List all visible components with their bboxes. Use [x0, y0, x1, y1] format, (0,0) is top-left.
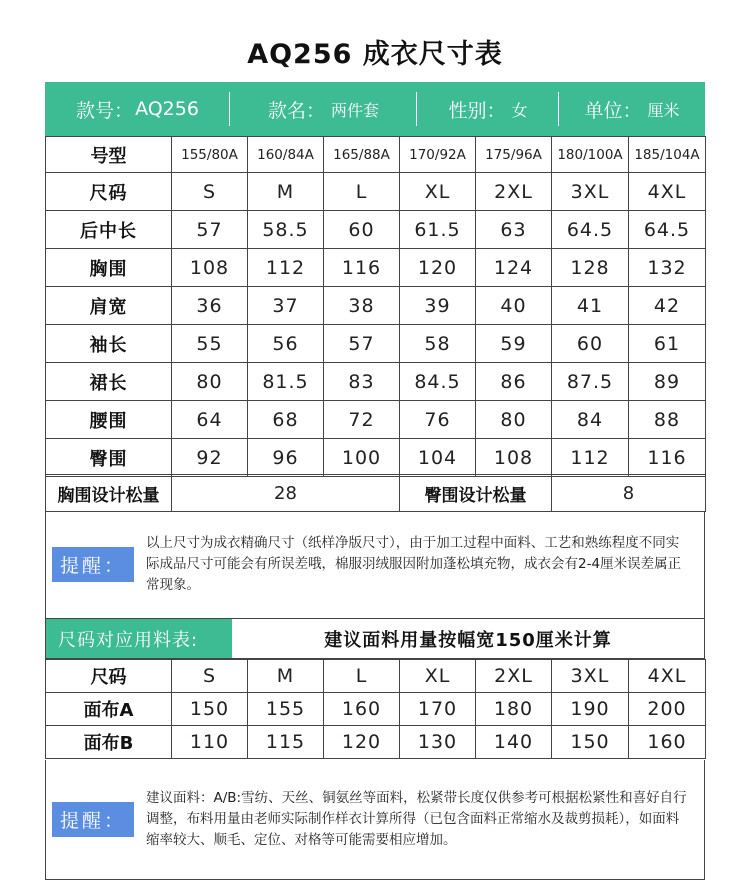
table-cell: 160 [324, 693, 400, 726]
table-cell: 59 [476, 325, 552, 363]
row-label: 号型 [46, 137, 172, 173]
table-cell: 58 [400, 325, 476, 363]
table-cell: 150 [172, 693, 248, 726]
page-title: AQ256 成衣尺寸表 [247, 39, 503, 70]
info-value: 女 [511, 100, 528, 120]
table-row [46, 363, 706, 401]
table-cell: 108 [476, 439, 552, 477]
row-label: 臀围 [46, 439, 172, 477]
table-cell: 104 [400, 439, 476, 477]
table-cell: 58.5 [248, 211, 324, 249]
row-label: 面布A [46, 693, 172, 726]
table-row [46, 137, 706, 173]
table-cell: 84.5 [400, 363, 476, 401]
row-label: 后中长 [46, 211, 172, 249]
reminder-box-2 [45, 760, 705, 880]
table-cell: 124 [476, 249, 552, 287]
reminder-badge: 提醒： [52, 802, 134, 837]
table-cell: 84 [552, 401, 629, 439]
table-cell: L [324, 173, 400, 211]
table-cell: 160 [629, 726, 706, 759]
table-cell: 80 [476, 401, 552, 439]
table-cell: 80 [172, 363, 248, 401]
table-cell: 2XL [476, 173, 552, 211]
hip-ease-label: 臀围设计松量 [400, 475, 552, 512]
table-cell: 112 [248, 249, 324, 287]
table-cell: 170/92A [400, 137, 476, 173]
table-cell: 116 [324, 249, 400, 287]
info-unit [559, 82, 705, 136]
table-cell: 64 [172, 401, 248, 439]
table-row [46, 693, 706, 726]
table-cell: M [248, 660, 324, 693]
table-cell: 115 [248, 726, 324, 759]
table-cell: 83 [324, 363, 400, 401]
table-cell: 170 [400, 693, 476, 726]
table-cell: 37 [248, 287, 324, 325]
info-header-bar [45, 82, 705, 136]
table-cell: XL [400, 660, 476, 693]
table-cell: 72 [324, 401, 400, 439]
table-cell: 61 [629, 325, 706, 363]
table-cell: 200 [629, 693, 706, 726]
row-label: 尺码 [46, 660, 172, 693]
row-label: 肩宽 [46, 287, 172, 325]
table-cell: 92 [172, 439, 248, 477]
table-cell: 175/96A [476, 137, 552, 173]
table-cell: M [248, 173, 324, 211]
info-gender [417, 82, 559, 136]
table-cell: 96 [248, 439, 324, 477]
table-cell: 160/84A [248, 137, 324, 173]
table-cell: 4XL [629, 173, 706, 211]
table-cell: 155 [248, 693, 324, 726]
info-key: 性别： [448, 99, 506, 122]
table-cell: 132 [629, 249, 706, 287]
table-cell: 120 [400, 249, 476, 287]
ease-table [45, 474, 706, 512]
table-cell: 81.5 [248, 363, 324, 401]
table-cell: 190 [552, 693, 629, 726]
table-cell: 185/104A [629, 137, 706, 173]
table-cell: 3XL [552, 173, 629, 211]
table-cell: 76 [400, 401, 476, 439]
table-row [46, 401, 706, 439]
table-cell: 89 [629, 363, 706, 401]
table-cell: 87.5 [552, 363, 629, 401]
hip-ease-value: 8 [552, 475, 706, 512]
row-label: 尺码 [46, 173, 172, 211]
table-cell: 3XL [552, 660, 629, 693]
table-cell: 38 [324, 287, 400, 325]
table-cell: 60 [552, 325, 629, 363]
table-cell: 110 [172, 726, 248, 759]
ease-row [46, 475, 706, 512]
table-cell: 120 [324, 726, 400, 759]
table-cell: 64.5 [552, 211, 629, 249]
reminder-box-1 [45, 511, 705, 619]
info-key: 款名： [267, 99, 325, 122]
info-style-name [230, 82, 417, 136]
table-cell: 63 [476, 211, 552, 249]
table-cell: XL [400, 173, 476, 211]
table-row [46, 325, 706, 363]
table-cell: 60 [324, 211, 400, 249]
reminder-badge: 提醒： [52, 547, 134, 582]
table-row [46, 439, 706, 477]
size-table [45, 136, 706, 477]
table-cell: 57 [172, 211, 248, 249]
table-cell: 130 [400, 726, 476, 759]
row-label: 腰围 [46, 401, 172, 439]
fabric-table [45, 659, 706, 759]
info-value: 两件套 [331, 100, 380, 120]
table-cell: 42 [629, 287, 706, 325]
info-key: 款号： [76, 99, 134, 122]
table-cell: S [172, 173, 248, 211]
table-cell: L [324, 660, 400, 693]
table-row [46, 660, 706, 693]
table-cell: 41 [552, 287, 629, 325]
table-cell: 68 [248, 401, 324, 439]
table-cell: S [172, 660, 248, 693]
table-cell: 180 [476, 693, 552, 726]
reminder-text: 建议面料：A/B:雪纺、天丝、铜氨丝等面料，松紧带长度仅供参考可根据松紧性和喜好自行调整，布料用量由老师实际制作样衣计算所得（已包含面料正常缩水及裁剪损耗），如面料缩率较大、顺毛、定位、对格等可能需要相应增加。 [146, 790, 687, 848]
row-label: 胸围 [46, 249, 172, 287]
table-row [46, 173, 706, 211]
table-cell: 116 [629, 439, 706, 477]
table-cell: 112 [552, 439, 629, 477]
fabric-section-subtitle: 建议面料用量按幅宽150厘米计算 [324, 629, 612, 651]
table-cell: 100 [324, 439, 400, 477]
table-cell: 36 [172, 287, 248, 325]
table-cell: 39 [400, 287, 476, 325]
table-cell: 180/100A [552, 137, 629, 173]
info-value: 厘米 [647, 100, 680, 120]
table-cell: 2XL [476, 660, 552, 693]
chest-ease-label: 胸围设计松量 [46, 475, 172, 512]
table-cell: 128 [552, 249, 629, 287]
table-cell: 55 [172, 325, 248, 363]
table-row [46, 287, 706, 325]
row-label: 袖长 [46, 325, 172, 363]
table-cell: 155/80A [172, 137, 248, 173]
table-cell: 4XL [629, 660, 706, 693]
info-key: 单位： [584, 99, 642, 122]
table-row [46, 211, 706, 249]
info-style-number [45, 82, 230, 136]
table-row [46, 726, 706, 759]
reminder-text: 以上尺寸为成衣精确尺寸（纸样净版尺寸），由于加工过程中面料、工艺和熟练程度不同实际成品尺寸可能会有所误差哦，棉服羽绒服因附加蓬松填充物，成衣会有2-4厘米误差属正常现象。 [146, 535, 682, 593]
table-cell: 56 [248, 325, 324, 363]
chest-ease-value: 28 [172, 475, 400, 512]
table-cell: 150 [552, 726, 629, 759]
info-value: AQ256 [135, 98, 199, 120]
table-row [46, 249, 706, 287]
table-cell: 88 [629, 401, 706, 439]
table-cell: 40 [476, 287, 552, 325]
table-cell: 165/88A [324, 137, 400, 173]
table-cell: 86 [476, 363, 552, 401]
table-cell: 108 [172, 249, 248, 287]
fabric-section-header [45, 619, 705, 659]
row-label: 裙长 [46, 363, 172, 401]
table-cell: 64.5 [629, 211, 706, 249]
table-cell: 57 [324, 325, 400, 363]
table-cell: 140 [476, 726, 552, 759]
row-label: 面布B [46, 726, 172, 759]
fabric-section-title: 尺码对应用料表: [46, 619, 232, 658]
table-cell: 61.5 [400, 211, 476, 249]
